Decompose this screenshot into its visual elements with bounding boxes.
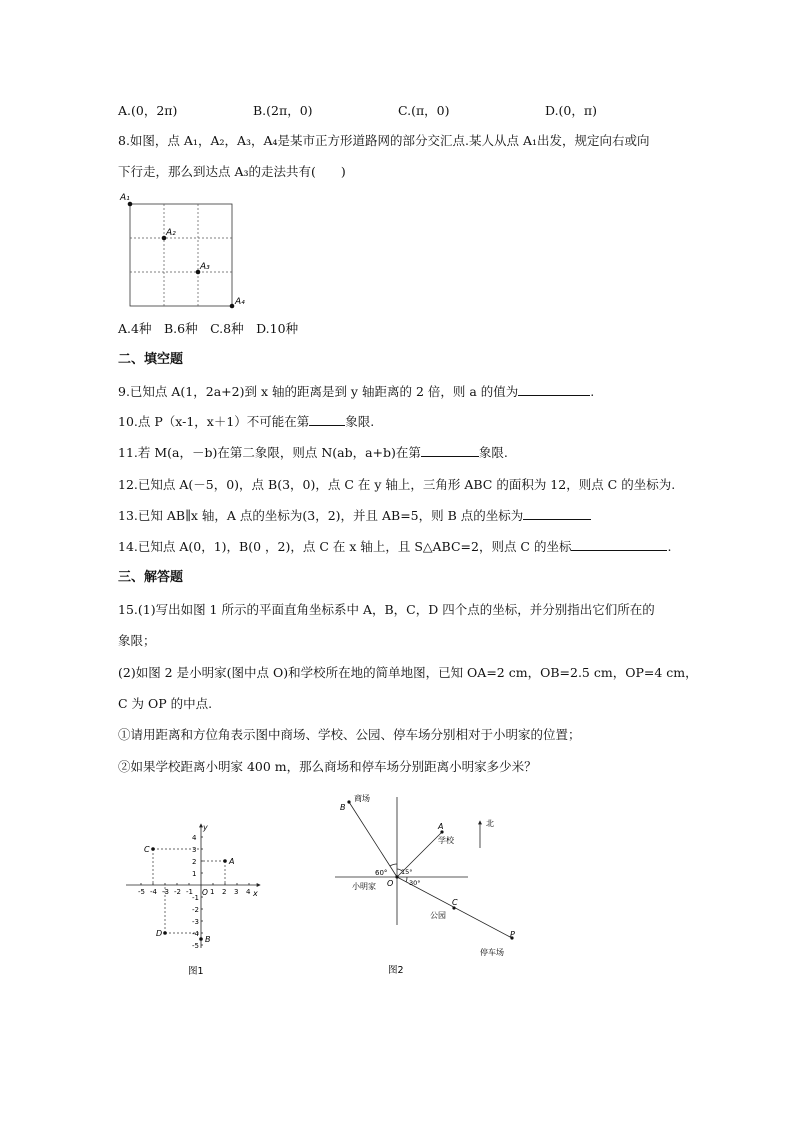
y-tick-label: -5 xyxy=(192,942,199,950)
label-park: 公园 xyxy=(430,911,446,920)
point-d xyxy=(163,931,167,935)
q9-blank xyxy=(518,383,590,396)
x-tick-label: -5 xyxy=(138,888,145,896)
y-tick-label: 2 xyxy=(192,858,197,866)
x-tick-label: 4 xyxy=(246,888,251,896)
point-label: D xyxy=(156,929,163,938)
q11 xyxy=(118,444,508,462)
grid-outer xyxy=(130,204,232,306)
q14-blank xyxy=(571,538,667,551)
point-label: A xyxy=(229,857,235,866)
y-tick-label: -2 xyxy=(192,906,199,914)
label-a3: A₃ xyxy=(200,262,210,272)
q10-end: 象限. xyxy=(345,414,375,429)
q13-text: 13.已知 AB∥x 轴，A 点的坐标为(3，2)，并且 AB=5，则 B 点的坐标为 xyxy=(118,508,524,523)
q14 xyxy=(118,538,671,556)
angle-60-arc xyxy=(390,864,397,866)
q7-option-d: D.(0，π) xyxy=(545,103,597,118)
q15-p1b: 象限； xyxy=(118,633,156,648)
q11-text: 11.若 M(a，－b)在第二象限，则点 N(ab，a+b)在第 xyxy=(118,445,421,460)
point-label: C xyxy=(144,845,150,854)
y-tick-label: 3 xyxy=(192,846,197,854)
x-tick-label: 1 xyxy=(210,888,215,896)
point-b xyxy=(199,937,203,941)
label-a1: A₁ xyxy=(120,193,130,203)
q15-p2b: C 为 OP 的中点. xyxy=(118,696,213,711)
y-tick-label: -4 xyxy=(192,930,199,938)
point-label: B xyxy=(205,935,211,944)
q15-p1a: 15.(1)写出如图 1 所示的平面直角坐标系中 A，B，C，D 四个点的坐标，并分别指出它们所在的 xyxy=(118,602,655,617)
q7-option-a: A.(0，2π) xyxy=(118,103,178,118)
q8-options: A.4种 B.6种 C.8种 D.10种 xyxy=(118,321,299,336)
q12 xyxy=(118,476,675,494)
label-a: A xyxy=(438,822,444,831)
point-o xyxy=(395,875,398,878)
q14-text: 14.已知点 A(0，1)，B(0 ，2)，点 C 在 x 轴上，且 S△ABC=2，则点 C 的坐标 xyxy=(118,539,572,554)
label-shop: 商场 xyxy=(354,794,370,803)
y-tick-label: -1 xyxy=(192,894,199,902)
y-tick-label: -3 xyxy=(192,918,199,926)
q8-line2: 下行走，那么到达点 A₃的走法共有( ) xyxy=(118,164,346,179)
q12-text: 12.已知点 A(－5，0)，点 B(3，0)，点 C 在 y 轴上，三角形 ABC 的面积为 12，则点 C 的坐标为. xyxy=(118,477,676,492)
label-angle-60: 60° xyxy=(375,869,388,877)
point-a xyxy=(223,859,227,863)
q7-option-c: C.(π，0) xyxy=(398,103,450,118)
q9 xyxy=(118,383,594,401)
label-p: P xyxy=(510,930,515,939)
origin-label: O xyxy=(202,888,208,897)
section-fill-in-heading: 二、填空题 xyxy=(118,352,184,367)
label-school: 学校 xyxy=(438,836,454,845)
q11-end: 象限. xyxy=(478,445,508,460)
x-tick-label: -3 xyxy=(162,888,169,896)
y-axis-label: y xyxy=(203,823,208,832)
label-angle-15: 15° xyxy=(401,868,413,876)
label-a4: A₄ xyxy=(235,297,245,307)
x-tick-label: -1 xyxy=(186,888,193,896)
y-tick-label: 1 xyxy=(192,870,197,878)
figure1-caption: 图1 xyxy=(188,966,204,977)
grid-road-figure xyxy=(118,190,248,315)
label-angle-30: 30° xyxy=(409,879,421,887)
label-a2: A₂ xyxy=(166,228,176,238)
q8-line1: 8.如图，点 A₁，A₂，A₃，A₄是某市正方形道路网的部分交汇点.某人从点 A₁出发，规定向右或向 xyxy=(118,133,650,148)
q13 xyxy=(118,507,591,525)
figure2-caption: 图2 xyxy=(388,965,404,976)
section-answer-heading: 三、解答题 xyxy=(118,570,184,585)
q15-p4: ②如果学校距离小明家 400 m，那么商场和停车场分别距离小明家多少米？ xyxy=(118,759,537,774)
q7-option-b: B.(2π，0) xyxy=(253,103,313,118)
x-tick-label: -4 xyxy=(150,888,157,896)
figure2-map xyxy=(330,785,530,985)
x-axis-label: x xyxy=(253,889,258,898)
q10 xyxy=(118,413,374,431)
label-parking: 停车场 xyxy=(480,948,504,957)
q15-p3: ①请用距离和方位角表示图中商场、学校、公园、停车场分别相对于小明家的位置； xyxy=(118,727,581,742)
figure1-coordinate-plane xyxy=(118,818,278,988)
q9-end: . xyxy=(590,384,595,399)
x-tick-label: 2 xyxy=(222,888,227,896)
q10-text: 10.点 P（x-1，x＋1）不可能在第 xyxy=(118,414,310,429)
q13-blank xyxy=(523,507,591,520)
label-north: 北 xyxy=(486,819,494,828)
angle-30-arc xyxy=(406,877,407,882)
x-tick-label: -2 xyxy=(174,888,181,896)
point-b xyxy=(347,800,350,803)
line-ob xyxy=(349,802,397,877)
x-tick-label: 3 xyxy=(234,888,239,896)
q11-blank xyxy=(421,444,479,457)
q15-p2a: (2)如图 2 是小明家(图中点 O)和学校所在地的简单地图，已知 OA=2 cm，OB=2.5 cm，OP=4 cm， xyxy=(118,665,698,680)
label-home: 小明家 xyxy=(352,882,376,891)
q9-text: 9.已知点 A(1，2a+2)到 x 轴的距离是到 y 轴距离的 2 倍，则 a 的值为 xyxy=(118,384,519,399)
q10-blank xyxy=(309,413,345,426)
label-b: B xyxy=(340,803,346,812)
label-o: O xyxy=(387,879,394,888)
q14-end: . xyxy=(667,539,672,554)
label-c: C xyxy=(452,898,458,907)
y-tick-label: 4 xyxy=(192,834,197,842)
point-c xyxy=(151,847,155,851)
point-a4 xyxy=(230,304,235,309)
